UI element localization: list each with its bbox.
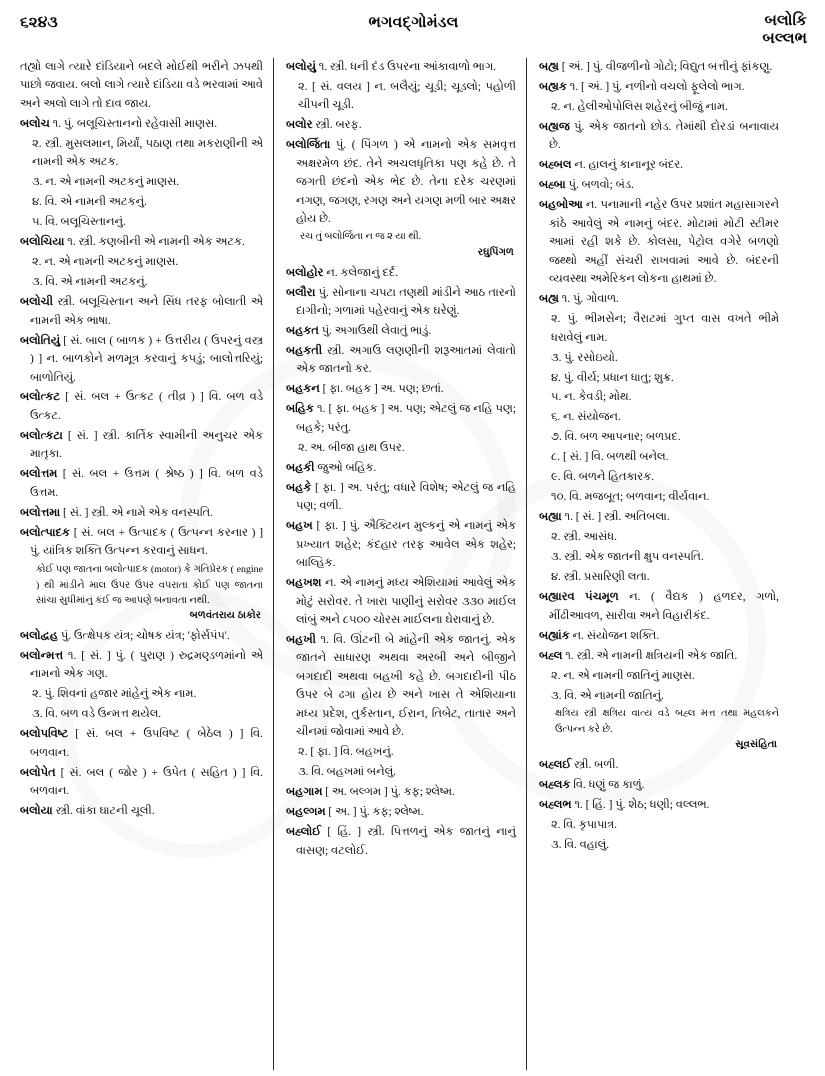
entry-definition: ન. ( વૈદ્યક ) હળદર, ગળો, મીંઢીઆવળ, સારીવા અને વિહારીકંદ. — [549, 591, 780, 622]
dictionary-entry — [286, 264, 516, 282]
dictionary-entry — [20, 524, 263, 561]
dictionary-entry — [539, 290, 779, 308]
entry-headword: બહ્યા — [539, 511, 562, 524]
entry-definition: [ ફા. ] અ. પરંતુ; વધારે વિશેષ; એટલું જ નહિ પણ; વળી. — [296, 481, 516, 513]
dictionary-entry — [20, 627, 263, 645]
dictionary-entry — [539, 627, 779, 645]
entry-sense: ૨. ન. એ નામની જાતિનું માણસ. — [551, 669, 695, 682]
dictionary-entry — [539, 796, 779, 814]
entry-headword: બહ્લઈ — [539, 758, 572, 771]
entry-sense: ૨. ન. એ નામની અટકનું માણસ. — [32, 256, 179, 269]
entry-definition: ન. કલેજાનું દર્દ. — [323, 266, 399, 279]
entry-headword: બલોત્તમ — [20, 468, 58, 481]
entry-definition: પું. અગાઉથી લેવાતું ભાડું. — [318, 325, 432, 337]
entry-headword: બલોદ્વહ — [20, 629, 58, 642]
entry-definition: ૧. સ્ત્રી. ધની દંડ ઉપરના આંકાવાળો ભાગ. — [315, 61, 497, 73]
entry-headword: બલોન્મત્ત — [20, 649, 64, 662]
citation-quote: ક્ષત્રિય સ્ત્રી ક્ષત્રિય વાત્ય વડે બહ્લ મત્ત તથા મહલકને ઉત્પન્ન કરે છે. — [555, 708, 779, 735]
entry-definition: ૧. વિ. ઊંટની બે માંહેની એક જાતનું. એક જાતને સાધારણ અથવા અરબી અને બીજીને બગદાદી અથવા બહખી કહે છે. બગદાદીની પીઠ ઉપર બે ઢગા હોય છે અને ખાસ તે એશિયાના મધ્ય પ્રદેશ, તુર્કસ્તાન, ઈરાન, તિબેટ, તાતાર અને ચીનમાં જોવામાં આવે છે. — [296, 634, 516, 739]
entry-definition: ન. હાલનું કાનાનૂર બંદર. — [571, 159, 683, 172]
column-container — [20, 58, 807, 1070]
running-head — [20, 12, 807, 58]
entry-definition: [ સં. બાલ ( બાળક ) + ઉત્તરીય ( ઉપરનું વસ્ત્ર ) ] ન. બાળકોને મળમૂત્ર કરવાનું કપડું; બાલોત્તરિયું; બાળોતિયું. — [30, 334, 263, 384]
dictionary-entry — [20, 504, 263, 522]
entry-definition: ૧. [ સં. ] સ્ત્રી. અતિબલા. — [561, 511, 670, 524]
entry-headword: બલોયા — [20, 804, 53, 817]
dictionary-entry — [286, 459, 516, 477]
dictionary-entry — [539, 588, 779, 625]
entry-headword: બહ્યક — [539, 80, 567, 93]
dictionary-entry — [20, 388, 263, 425]
dictionary-entry — [20, 115, 263, 133]
entry-definition: ૧. પું. બલૂચિસ્તાનનો રહેવાસી માણસ. — [49, 117, 218, 130]
entry-definition: [ અં. ] પું. વીજળીનો ગોટો; વિદ્યુત બત્તીનું ફાંકણુ. — [558, 61, 773, 73]
entry-sense: ૨. ન. હેલીઓપોલિસ શહેરનું બીજું નામ. — [551, 100, 728, 113]
entry-definition: [ અ. ] પું. કફ; શ્લેષ્મ. — [325, 806, 424, 819]
dictionary-entry — [286, 823, 516, 860]
entry-sense: ૬. ન. સંયોજન. — [551, 411, 621, 424]
entry-definition: ૧. [ હિં. ] પું. શેઠ; ધણી; વલ્લભ. — [571, 798, 710, 811]
entry-definition: પું. બળવો; બંડ. — [565, 179, 634, 192]
entry-sense: ૫. ન. કેવડી; મોથ. — [551, 391, 632, 404]
entry-headword: બહબોઆ — [539, 199, 583, 212]
dictionary-entry — [286, 284, 516, 321]
text-column-2 — [273, 58, 526, 1070]
entry-sense: ૨. પું. શિવનાં હજાર માંહેનું એક નામ. — [32, 688, 197, 701]
entry-sense: ૪. વિ. એ નામની અટકનું. — [32, 196, 147, 209]
entry-headword: બલોચિયા — [20, 236, 65, 249]
entry-definition: વિ. ધણું જ કાળું. — [570, 778, 645, 791]
entry-headword: બહ્ય — [539, 293, 559, 306]
dictionary-entry — [539, 647, 779, 665]
entry-headword: બહગામ — [286, 786, 323, 799]
entry-sense: ૩. ન. એ નામની અટકનું માણસ. — [32, 176, 180, 189]
entry-definition: પું. એક જાતનો છોડ. તેમાંથી દોરડાં બનાવાય છે. — [549, 120, 779, 152]
entry-definition: ન. પનામાની નહેર ઉપર પ્રશાંત મહાસાગરને કાંઠે આવેલું એ નામનું બંદર. મોટામાં મોટી સ્ટીમર આમાં રહી શકે છે. કોલસા, પેટ્રોલ વગેરે બળણો જથ્થો અહીં સંચરી રાખવામાં આવે છે. બંદરની વ્યવસ્થા અમેરિકન લોકના હાથમાં છે. — [549, 199, 779, 286]
entry-sense: ૨. વિ. કૃપાપાત્ર. — [551, 818, 618, 831]
dictionary-entry — [539, 156, 779, 174]
entry-sense: ૨. સ્ત્રી. મુસલમાન, મિર્યાં, પઠાણ તથા મકરાણીની એ નામની એક અટક. — [32, 137, 263, 169]
dictionary-entry — [539, 776, 779, 794]
entry-sense: ૯. વિ. બળને હિતકારક. — [551, 471, 655, 484]
entry-headword: બલોચ — [20, 117, 50, 130]
entry-sense: ૨. [ સં. વલય ] ન. બલૈયું; ચૂડી; ચૂડલો; પહોળી ચીપની ચૂડી. — [298, 80, 516, 112]
entry-sense: ૩. વિ. વહાલું. — [551, 838, 610, 851]
entry-sense: ૩. વિ. બહખમાં બનેલું. — [298, 766, 397, 779]
dictionary-entry — [286, 380, 516, 398]
entry-definition: જુઓ બહિક. — [314, 461, 377, 474]
citation-attribution: બળવંતરાય ઠાકોર — [189, 610, 261, 622]
entry-definition: પું. સોનાના ચપટા તણથી માંડીને આઠ તારનો દાગીનો; ગળામાં પહેરવાનું એક ઘરેણું. — [296, 286, 516, 318]
entry-headword: બહખી — [286, 634, 316, 646]
entry-definition: [ સં. બલ + ઉત્પાદક ( ઉત્પન્ન કરનાર ) ] પું. યાંત્રિક શક્તિ ઉત્પન્ન કરવાનું સાધન. — [30, 526, 263, 558]
dictionary-entry — [20, 465, 263, 502]
citation-verse: રચ તું બલોર્જિતા ન જ ૨ યા થી. — [300, 231, 422, 243]
entry-headword: બહ્યારવ પંચમૂળ — [539, 591, 619, 604]
entry-headword: બહિક — [286, 403, 314, 416]
entry-definition: ન. એ નામનું મધ્ય એશિયામાં આવેલું એક મોટું સરોવર. તે ખારા પાણીનું સરોવર ૩૩૦ માઈલ લાંબું અને ૮૫૦૦ ચોરસ માઈલના ઘેરાવાનું છે. — [296, 577, 516, 627]
entry-definition: ૧. પું. ગોવાળ. — [558, 293, 619, 306]
entry-definition: [ સં. બલ + ઉત્કટ ( તીવ્ર ) ] વિ. બળ વડે ઉત્કટ. — [30, 391, 263, 422]
entry-definition: [ અ. બલ્ગમ ] પું. કફ; શ્લેષ્મ. — [322, 786, 455, 799]
entry-sense: ૫. વિ. બલૂચિસ્તાનનું. — [32, 216, 126, 229]
entry-headword: બલોયું — [286, 61, 316, 73]
entry-headword: બહખ — [286, 520, 313, 533]
entry-headword: બલૌરા — [286, 286, 316, 299]
entry-headword: બલોર્જિતા — [286, 139, 331, 152]
dictionary-entry — [539, 196, 779, 288]
dictionary-entry — [286, 783, 516, 801]
citation-attribution: સૂવસંહિતા — [735, 739, 777, 751]
entry-definition: [ હિં. ] સ્ત્રી. પિત્તળનું એક જાતનું નાનું વાસણ; વટલોઈ. — [296, 826, 516, 857]
dictionary-entry — [20, 427, 263, 464]
dictionary-entry — [20, 764, 263, 801]
entry-sense: ૨. [ ફા. ] વિ. બહખનું. — [298, 746, 394, 759]
entry-headword: બહ્બલ — [539, 159, 572, 172]
page-number: ૬૨૪૩ — [20, 14, 58, 31]
guide-word-first: બલોકિ — [764, 12, 807, 29]
citation-attribution: રઘુપિંગળ — [477, 247, 514, 259]
dictionary-entry — [20, 647, 263, 684]
entry-sense: ૩. પું. રસોઇયો. — [551, 351, 618, 364]
dictionary-entry — [20, 233, 263, 251]
entry-headword: બલોત્કટ — [20, 391, 61, 404]
entry-headword: બલોપેત — [20, 766, 56, 779]
entry-definition: [ સં. બલ + ઉપવિષ્ટ ( બેઠેલ ) ] વિ. બળવાન. — [30, 728, 263, 759]
dictionary-entry — [20, 725, 263, 762]
entry-definition: [ સં. ] સ્ત્રી. એ નામે એક વનસ્પતિ. — [60, 506, 213, 519]
entry-sense: ૨. પું. ભીમસેન; વૈરાટમાં ગુપ્ત વાસ વખતે ભીમે ધરાવેલું નામ. — [551, 313, 779, 344]
entry-sense: ૭. વિ. બળ આપનાર; બળપ્રદ. — [551, 431, 681, 444]
entry-sense: ૪. પું. વીર્ય; પ્રધાન ધાતુ; શુક્ર. — [551, 371, 674, 384]
entry-sense: ૩. સ્ત્રી. એક જાતની ક્ષુપ વનસ્પતિ. — [551, 551, 704, 564]
entry-definition: ૧. સ્ત્રી. એ નામની ક્ષત્રિયની એક જાતિ. — [562, 649, 738, 662]
entry-headword: બહ્યાંક — [539, 629, 570, 642]
entry-definition: [ ફા. ] પું. ઐક્ટિયન મુલ્કનું એ નામનું એક પ્રખ્યાત શહેર; કંદહાર તરફ આવેલ એક શહેર; બાલ્હિક. — [296, 520, 516, 570]
entry-headword: બલોપવિષ્ટ — [20, 728, 69, 741]
dictionary-entry — [20, 293, 263, 330]
entry-headword: બલોચી — [20, 296, 53, 309]
entry-headword: બહ્લભ — [539, 798, 572, 811]
guide-word-last: બલ્લભ — [762, 29, 807, 47]
entry-headword: બલોત્પાદક — [20, 526, 70, 539]
entry-sense: ૩. વિ. બળ વડે ઉન્મત્ત થયેલ. — [32, 708, 162, 721]
entry-definition: સ્ત્રી. બરફ. — [312, 119, 362, 132]
entry-sense: ૮. [ સં. ] વિ. બળથી બનેલ. — [551, 451, 669, 464]
entry-definition: સ્ત્રી. વાંકા ઘાટની ચૂલી. — [52, 804, 155, 817]
text-column-3 — [526, 58, 779, 1070]
dictionary-entry — [286, 631, 516, 742]
entry-headword: બલોત્કટા — [20, 429, 63, 442]
dictionary-entry — [286, 400, 516, 437]
entry-headword: બહકન — [286, 383, 320, 396]
dictionary-entry — [286, 322, 516, 340]
entry-definition: ૧. [ સં. ] પું. ( પુરાણ ) રુદ્રમણ્ડળમાંનો એ નામનો એક ગણ. — [30, 649, 263, 681]
entry-sense: ૪. સ્ત્રી. પ્રસારિણી લતા. — [551, 571, 650, 584]
entry-definition: ૧. સ્ત્રી. કણબીની એ નામની એક અટક. — [64, 236, 245, 249]
entry-definition: [ સં. બલ ( જોર ) + ઉપેત ( સહિત ) ] વિ. બળવાન. — [30, 766, 263, 797]
entry-headword: બહ્લક — [539, 778, 571, 791]
dictionary-entry — [539, 176, 779, 194]
entry-headword: બહ્લ — [539, 649, 563, 662]
entry-definition: ૧. [ ફા. બહક ] અ. પણ; એટલું જ નહિ પણ; બહકે; પરંતુ. — [296, 403, 516, 434]
entry-definition: [ સં. ] સ્ત્રી. કાર્તિક સ્વામીની અનુચર એક માતૃકા. — [30, 429, 263, 461]
entry-headword: બહકી — [286, 461, 315, 474]
book-title: ભગવદ્‌ગોમંડલ — [368, 14, 459, 31]
entry-definition: સ્ત્રી. બલૂચિસ્તાન અને સિંધ તરફ બોલાતી એ નામની એક ભાષા. — [30, 296, 263, 327]
entry-definition: સ્ત્રી. બળી. — [571, 758, 619, 771]
entry-sense: ૩. વિ. એ નામની અટકનું. — [32, 276, 148, 289]
dictionary-entry — [20, 332, 263, 387]
continued-text: તહ્યો લાગે ત્યારે દાંડિયાને બદલે મોઈથી ભરીને ઝપથી પાછો જવાય. બલો લાગે ત્યારે દાંડિયા વડે ભરવામાં આવે અને અલો લાગે તો દાવ જાય. — [20, 61, 263, 110]
entry-headword: બલોતિયું — [20, 334, 61, 347]
entry-headword: બહકે — [286, 481, 312, 494]
dictionary-entry — [20, 802, 263, 820]
entry-definition: [ સં. બલ + ઉત્તમ ( શ્રેષ્ઠ ) ] વિ. બળ વડે ઉત્તમ. — [30, 468, 263, 499]
dictionary-entry — [286, 479, 516, 516]
dictionary-entry — [286, 342, 516, 379]
entry-headword: બહલ્ગમ — [286, 806, 326, 819]
entry-headword: બહ્લોઈ — [286, 826, 322, 839]
entry-headword: બલોત્તમા — [20, 506, 61, 519]
entry-headword: બહખશ — [286, 577, 322, 590]
dictionary-entry — [539, 118, 779, 155]
entry-headword: બલોર — [286, 119, 313, 132]
entry-headword: બહકત — [286, 325, 319, 337]
dictionary-entry — [539, 756, 779, 774]
entry-sense: ૨. સ્ત્રી. આસંધ. — [551, 531, 617, 544]
entry-headword: બહ્ય — [539, 61, 559, 73]
dictionary-entry — [286, 574, 516, 629]
entry-definition: ન. સંયોજન શક્તિ. — [569, 629, 660, 642]
dictionary-entry — [286, 803, 516, 821]
dictionary-entry — [539, 58, 779, 76]
entry-definition: ૧. [ અં. ] પું. નળીનો વચલો ફૂલેલો ભાગ. — [566, 80, 745, 93]
entry-sense: ૧૦. વિ. મજબૂત; બળવાન; વીર્યવાન. — [551, 491, 710, 504]
entry-sense: ૨. અ. બીજા હાથ ઉપર. — [298, 441, 405, 454]
citation-quote: કોઈ પણ જાતના બલોત્પાદક (motor) કે ગતિપ્રેરક ( engine ) થી માંડીને માલ ઉપર ઉપર વપરાતા કોઈ પણ જાતના સાંચા સુધીમાંનું કંઈ જ આપણે બનાવતા નથી. — [36, 564, 263, 606]
entry-sense: ૩. વિ. એ નામની જાતિનું. — [551, 689, 664, 702]
dictionary-entry — [286, 517, 516, 572]
entry-definition: પું. ( પિંગળ ) એ નામનો એક સમવૃત્ત અક્ષરમેળ છંદ. તેને અચલધૃતિકા પણ કહે છે. તે જગતી છંદનો એક ભેદ છે. તેના દરેક ચરણમાં નગણ, જગણ, રગણ અને યગણ મળી બાર અક્ષર હોય છે. — [296, 139, 516, 226]
entry-definition: સ્ત્રી. અગાઉ લણણીની શરૂઆતમાં લેવાતો એક જાતનો કર. — [296, 344, 516, 376]
entry-headword: બહ્બા — [539, 179, 566, 192]
entry-definition: [ ફા. બહક ] અ. પણ; છતાં. — [319, 383, 444, 396]
dictionary-entry — [539, 78, 779, 96]
entry-headword: બહ્યજ — [539, 120, 570, 133]
guide-words — [657, 12, 807, 48]
dictionary-entry — [539, 508, 779, 526]
entry-headword: બલોહોર — [286, 266, 324, 279]
dictionary-entry — [286, 136, 516, 228]
dictionary-entry — [286, 116, 516, 134]
dictionary-entry — [286, 58, 516, 76]
entry-headword: બહકતી — [286, 344, 323, 357]
text-column-1 — [20, 58, 273, 1070]
entry-definition: પું. ઉત્ક્ષેપક યંત્ર; ચોષક યંત્ર; 'ફોર્સપંપ'. — [57, 629, 230, 642]
